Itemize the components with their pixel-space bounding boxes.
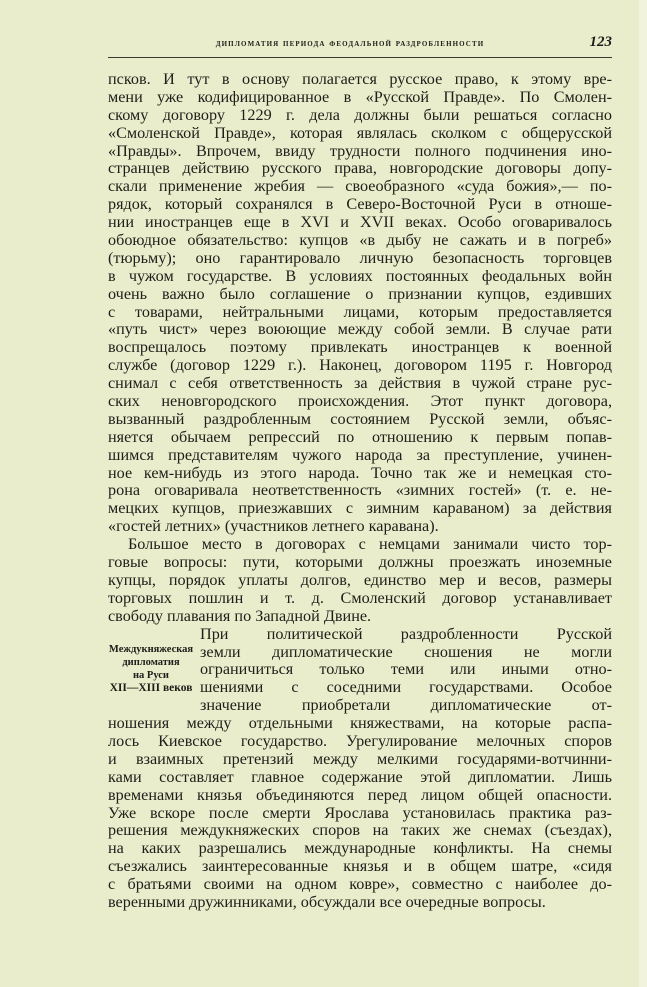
- text-line: шениями с соседними государствами. Особое: [200, 678, 612, 697]
- margin-note-line: XII—XIII веков: [109, 682, 193, 695]
- text-line: ками составляет главное содержание этой дипломатии. Лишь: [108, 767, 612, 786]
- text-line: купцы, порядок уплаты долгов, единство мер и весов, размеры: [108, 570, 612, 589]
- page-header: [108, 36, 612, 56]
- text-line: мени уже кодифицированное в «Русской Правде». По Смолен-: [108, 87, 612, 106]
- margin-note-line: Междукняжеская: [108, 644, 194, 655]
- text-line: Уже вскоре после смерти Ярослава установилась практика раз-: [108, 803, 612, 822]
- text-line: очень важно было соглашение о признании купцов, ездивших: [108, 284, 612, 303]
- text-line: ношения между отдельными княжествами, на которые распа-: [108, 714, 612, 733]
- text-line: лось Киевское государство. Урегулирование мелочных споров: [108, 731, 612, 750]
- paragraph-2: [108, 536, 612, 625]
- page-number: 123: [589, 34, 612, 50]
- text-line: воспрещалось поэтому привлекать иностранцев к военной: [108, 338, 612, 357]
- header-rule: [108, 57, 612, 58]
- text-line: в чужом государстве. В условиях постоянных феодальных войн: [108, 266, 612, 285]
- text-line: значение приобретали дипломатические от-: [200, 696, 612, 715]
- text-line: «Смоленской Правде», которая являлась сколком с общерусской: [108, 123, 612, 142]
- text-line: веренными дружинниками, обсуждали все очередные вопросы.: [108, 892, 546, 911]
- text-line: ное кем-нибудь из этого народа. Точно так же и немецкая сто-: [108, 463, 612, 482]
- paragraph-3-rest: [108, 715, 612, 912]
- text-line: ских неновгородского происхождения. Этот пункт договора,: [108, 392, 612, 411]
- text-line: ограничиться только теми или иными отно-: [200, 660, 612, 679]
- text-line: службе (договор 1229 г.). Наконец, договором 1195 г. Новгород: [108, 356, 612, 375]
- text-line: скому договору 1229 г. дела должны были решаться согласно: [108, 105, 612, 124]
- text-line: «путь чист» через воюющие между собой земли. В случае рати: [108, 320, 612, 339]
- text-line: рядок, который сохранялся в Северо-Восточной Руси в отноше-: [108, 195, 612, 214]
- text-line: рона оговаривала неответственность «зимних гостей» (т. е. не-: [108, 481, 612, 500]
- text-line: странцев действию русского права, новгородские договоры допу-: [108, 159, 612, 178]
- margin-note-line: на Руси: [133, 669, 169, 681]
- text-line: «гостей летних» (участников летнего каравана).: [108, 517, 439, 536]
- text-line: временами князья объединяются перед лицом общей опасности.: [108, 785, 612, 804]
- paragraph-1: [108, 71, 612, 536]
- text-line: псков. И тут в основу полагается русское право, к этому вре-: [108, 70, 612, 88]
- text-line: снимал с себя ответственность за действия в чужой стране рус-: [108, 374, 612, 393]
- text-line: с братьями своими на одном ковре», совместно с наиболее до-: [108, 875, 612, 894]
- text-line: вызванный раздробленным состоянием Русской земли, объяс-: [108, 409, 612, 428]
- text-line: шимся представителям чужого народа за преступление, учинен-: [108, 445, 612, 464]
- text-line: говые вопросы: пути, которыми должны проезжать иноземные: [108, 553, 612, 572]
- text-line: земли дипломатические сношения не могли: [200, 642, 612, 661]
- text-line: скали применение жребия — своеобразного «суда божия»,— по-: [108, 177, 612, 196]
- text-line: на каких разрешались международные конфликты. На снемы: [108, 839, 612, 858]
- text-line: (тюрьму); оно гарантировало личную безопасность торговцев: [108, 248, 612, 267]
- text-line: няется обычаем репрессий по отношению к первым попав-: [108, 427, 612, 446]
- text-line: нии иностранцев еще в XVI и XVII веках. Особо оговаривалось: [108, 213, 612, 232]
- text-line: При политической раздробленности Русской: [200, 624, 612, 643]
- text-line: решения междукняжеских споров на таких же снемах (съездах),: [108, 821, 612, 840]
- text-line: мецких купцов, приезжавших с зимним караваном) за действия: [108, 499, 612, 518]
- margin-note-line: дипломатия: [122, 656, 180, 668]
- text-line: с товарами, нейтральными лицами, которым предоставляется: [108, 302, 612, 321]
- text-line: обоюдное обязательство: купцов «в дыбу не сажать и в погреб»: [108, 231, 612, 250]
- text-line: свободу плавания по Западной Двине.: [108, 606, 372, 625]
- text-line: Большое место в договорах с немцами занимали чисто тор-: [128, 535, 612, 554]
- text-line: съезжались заинтересованные князья и в общем шатре, «сидя: [108, 857, 612, 876]
- text-line: и взаимных претензий между мелкими государями-вотчинни-: [108, 749, 612, 768]
- body-text: [108, 71, 612, 912]
- running-title: дипломатия периода феодальной раздробленности: [215, 38, 485, 49]
- text-line: «Правды». Впрочем, ввиду трудности полного подчинения ино-: [108, 141, 612, 160]
- page-edge: [639, 0, 647, 987]
- paragraph-3-beside-note: [108, 626, 612, 715]
- text-line: торговых пошлин и т. д. Смоленский договор устанавливает: [108, 588, 612, 607]
